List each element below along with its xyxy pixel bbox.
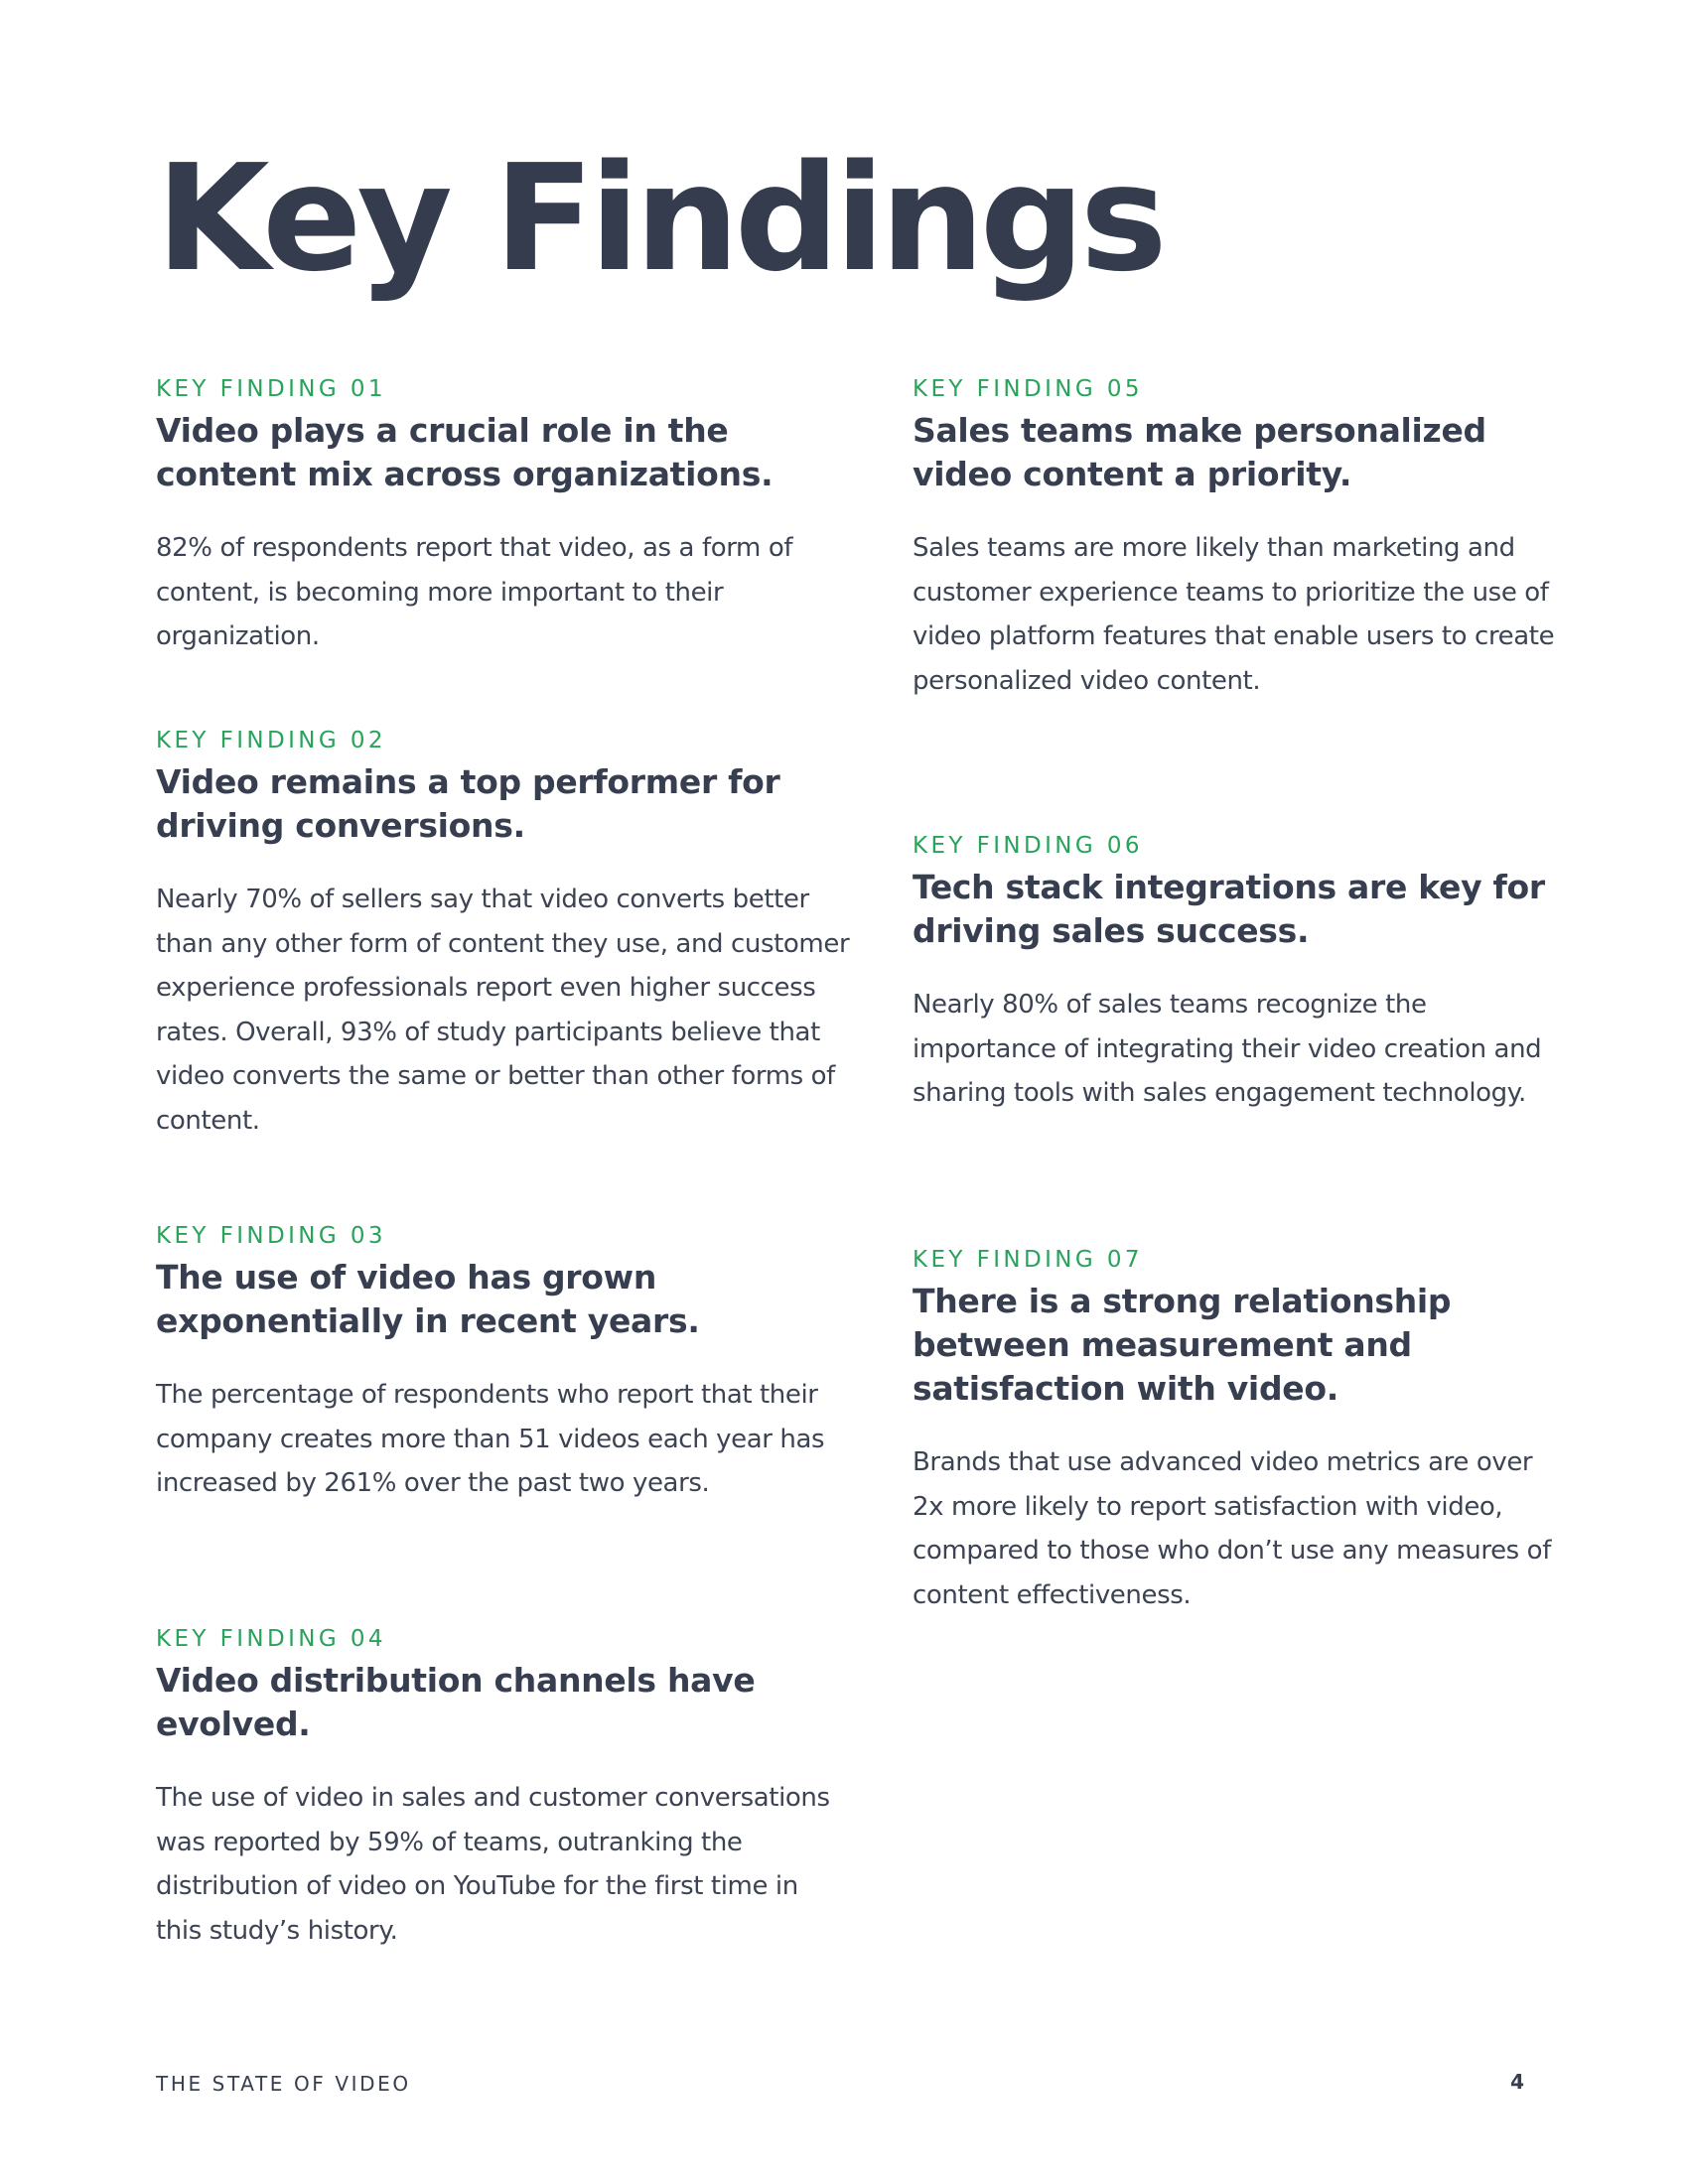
- key-finding-02: [156, 727, 851, 1143]
- key-finding-title: Video remains a top performer for driving conversions.: [156, 762, 780, 845]
- key-finding-05: [913, 375, 1558, 703]
- key-finding-label: KEY FINDING 05: [913, 376, 1143, 402]
- key-finding-label: KEY FINDING 04: [156, 1626, 386, 1652]
- key-finding-body: 82% of respondents report that video, as a form of content, is becoming more important to their organization.: [156, 533, 793, 651]
- key-finding-06: [913, 832, 1558, 1116]
- key-finding-04: [156, 1625, 831, 1953]
- key-finding-label: KEY FINDING 01: [156, 376, 386, 402]
- footer-document-title: THE STATE OF VIDEO: [156, 2072, 411, 2096]
- key-finding-title: Video distribution channels have evolved.: [156, 1661, 756, 1743]
- key-finding-01: [156, 375, 831, 659]
- key-finding-body: Nearly 70% of sellers say that video converts better than any other form of content they use, and customer experience professionals report even higher success rates. Overall, 93% of study participants believe that video converts the same or better than other forms of content.: [156, 885, 850, 1136]
- key-finding-body: Brands that use advanced video metrics are over 2x more likely to report satisfaction with video, compared to those who don’t use any measures of content effectiveness.: [913, 1447, 1551, 1610]
- key-finding-label: KEY FINDING 02: [156, 728, 386, 753]
- key-finding-body: The use of video in sales and customer conversations was reported by 59% of teams, outranking the distribution of video on YouTube for the first time in this study’s history.: [156, 1783, 830, 1946]
- key-finding-title: Tech stack integrations are key for driving sales success.: [913, 868, 1545, 950]
- key-finding-body: Nearly 80% of sales teams recognize the importance of integrating their video creation and sharing tools with sales engagement technology.: [913, 990, 1542, 1108]
- key-finding-title: Video plays a crucial role in the content mix across organizations.: [156, 411, 774, 493]
- key-finding-label: KEY FINDING 06: [913, 833, 1143, 859]
- key-finding-body: Sales teams are more likely than marketing and customer experience teams to prioritize the use of video platform features that enable users to create personalized video content.: [913, 533, 1555, 696]
- key-finding-03: [156, 1222, 831, 1506]
- key-finding-label: KEY FINDING 07: [913, 1247, 1143, 1273]
- page-title: Key Findings: [156, 133, 1163, 304]
- key-finding-title: There is a strong relationship between measurement and satisfaction with video.: [913, 1282, 1452, 1408]
- key-finding-title: The use of video has grown exponentially in recent years.: [156, 1258, 700, 1340]
- key-finding-body: The percentage of respondents who report that their company creates more than 51 videos each year has increased by 261% over the past two years.: [156, 1380, 825, 1498]
- page-number: 4: [1510, 2070, 1524, 2094]
- key-finding-label: KEY FINDING 03: [156, 1223, 386, 1249]
- key-finding-07: [913, 1246, 1558, 1617]
- key-finding-title: Sales teams make personalized video content a priority.: [913, 411, 1486, 493]
